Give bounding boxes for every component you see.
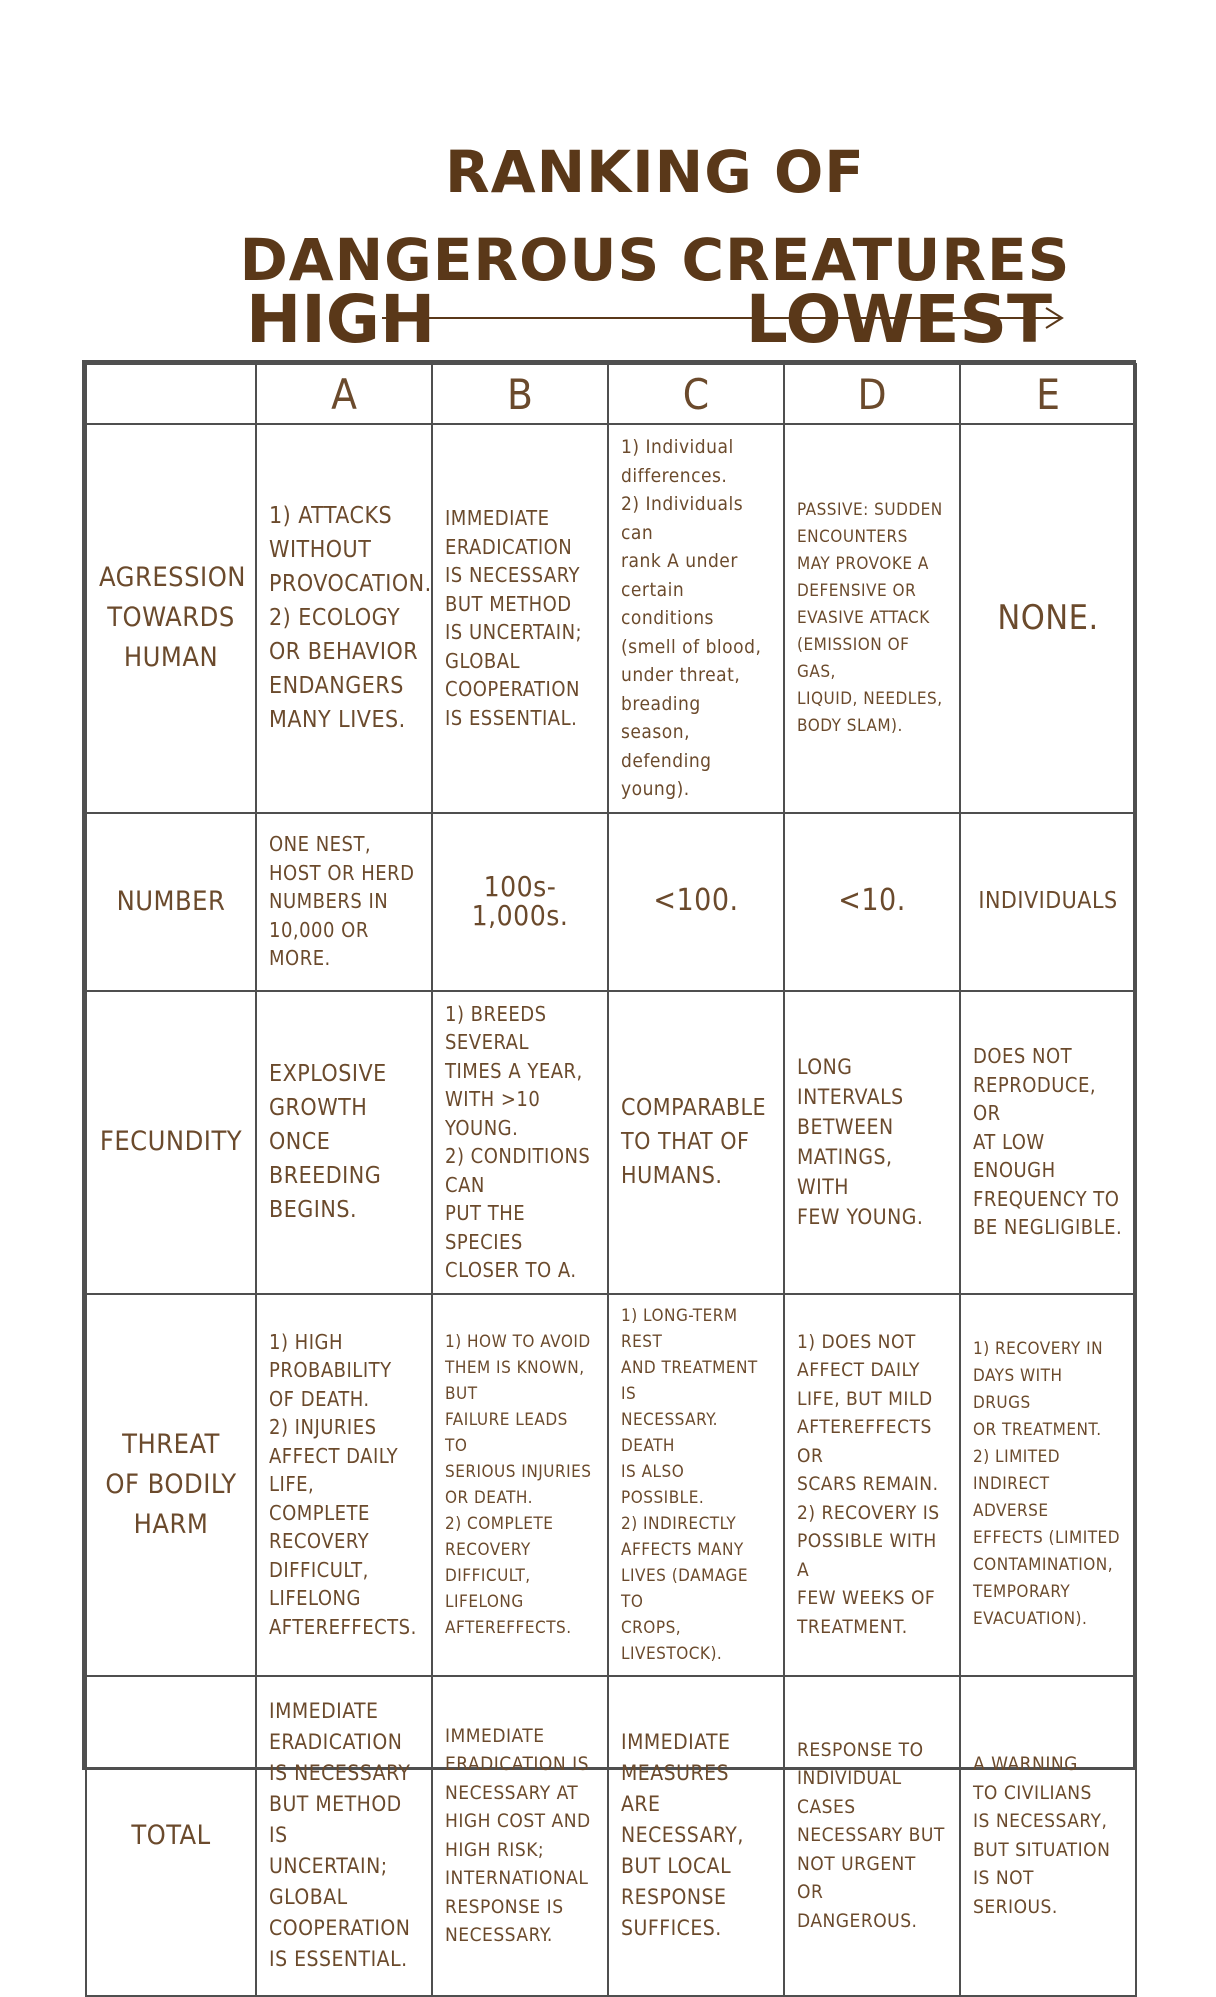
cell-fecundity-e: DOES NOT REPRODUCE, OR AT LOW ENOUGH FREQUENCY TO BE NEGLIGIBLE. — [960, 991, 1136, 1294]
cell-fecundity-b: 1) BREEDS SEVERAL TIMES A YEAR, WITH >10 YOUNG. 2) CONDITIONS CAN PUT THE SPECIES CLOSER TO A. — [432, 991, 608, 1294]
header-cell-c: C — [608, 364, 784, 424]
document-title — [0, 128, 1216, 304]
cell-number-d: <10. — [784, 813, 960, 991]
table-row-fecundity — [86, 991, 1136, 1294]
cell-total-b: IMMEDIATE ERADICATION IS NECESSARY AT HIGH COST AND HIGH RISK; INTERNATIONAL RESPONSE IS NECESSARY. — [432, 1676, 608, 1996]
cell-total-c: IMMEDIATE MEASURES ARE NECESSARY, BUT LOCAL RESPONSE SUFFICES. — [608, 1676, 784, 1996]
cell-fecundity-d: LONG INTERVALS BETWEEN MATINGS, WITH FEW YOUNG. — [784, 991, 960, 1294]
header-cell-a: A — [256, 364, 432, 424]
scale-low-label: LOWEST — [745, 281, 1052, 358]
table-row-total — [86, 1676, 1136, 1996]
table-row-number — [86, 813, 1136, 991]
ranking-table — [82, 360, 1136, 1971]
row-label-threat: THREAT OF BODILY HARM — [86, 1294, 256, 1676]
row-label-fecundity: FECUNDITY — [86, 991, 256, 1294]
header-cell-d: D — [784, 364, 960, 424]
row-label-number: NUMBER — [86, 813, 256, 991]
scale-high-label: HIGH — [246, 281, 436, 358]
cell-number-e: INDIVIDUALS — [960, 813, 1136, 991]
cell-threat-d: 1) DOES NOT AFFECT DAILY LIFE, BUT MILD AFTEREFFECTS OR SCARS REMAIN. 2) RECOVERY IS POSSIBLE WITH A FEW WEEKS OF TREATMENT. — [784, 1294, 960, 1676]
cell-threat-b: 1) HOW TO AVOID THEM IS KNOWN, BUT FAILURE LEADS TO SERIOUS INJURIES OR DEATH. 2) COMPLETE RECOVERY DIFFICULT, LIFELONG AFTEREFFECTS. — [432, 1294, 608, 1676]
cell-aggression-c: 1) Individual differences. 2) Individuals can rank A under certain conditions (smell of blood, under threat, breading season, defending young). — [608, 424, 784, 813]
row-label-total: TOTAL — [86, 1676, 256, 1996]
cell-fecundity-c: COMPARABLE TO THAT OF HUMANS. — [608, 991, 784, 1294]
cell-number-a: ONE NEST, HOST OR HERD NUMBERS IN 10,000 OR MORE. — [256, 813, 432, 991]
cell-aggression-b: IMMEDIATE ERADICATION IS NECESSARY BUT METHOD IS UNCERTAIN; GLOBAL COOPERATION IS ESSENTIAL. — [432, 424, 608, 813]
cell-threat-a: 1) HIGH PROBABILITY OF DEATH. 2) INJURIES AFFECT DAILY LIFE, COMPLETE RECOVERY DIFFICULT, LIFELONG AFTEREFFECTS. — [256, 1294, 432, 1676]
header-cell-empty — [86, 364, 256, 424]
cell-total-e: A WARNING TO CIVILIANS IS NECESSARY, BUT SITUATION IS NOT SERIOUS. — [960, 1676, 1136, 1996]
header-row — [86, 364, 1136, 424]
table-row-threat — [86, 1294, 1136, 1676]
ranking-scale — [246, 280, 1052, 360]
cell-fecundity-a: EXPLOSIVE GROWTH ONCE BREEDING BEGINS. — [256, 991, 432, 1294]
cell-number-b: 100s-1,000s. — [432, 813, 608, 991]
cell-aggression-a: 1) ATTACKS WITHOUT PROVOCATION. 2) ECOLOGY OR BEHAVIOR ENDANGERS MANY LIVES. — [256, 424, 432, 813]
table-row-aggression — [86, 424, 1136, 813]
cell-total-d: RESPONSE TO INDIVIDUAL CASES NECESSARY BUT NOT URGENT OR DANGEROUS. — [784, 1676, 960, 1996]
cell-aggression-e: NONE. — [960, 424, 1136, 813]
title-line-1: RANKING OF — [445, 138, 865, 206]
header-cell-b: B — [432, 364, 608, 424]
title-line-2: DANGEROUS CREATURES — [239, 226, 1071, 294]
header-cell-e: E — [960, 364, 1136, 424]
cell-threat-e: 1) RECOVERY IN DAYS WITH DRUGS OR TREATMENT. 2) LIMITED INDIRECT ADVERSE EFFECTS (LIMITED CONTAMINATION, TEMPORARY EVACUATION). — [960, 1294, 1136, 1676]
row-label-aggression: AGRESSION TOWARDS HUMAN — [86, 424, 256, 813]
cell-threat-c: 1) LONG-TERM REST AND TREATMENT IS NECESSARY. DEATH IS ALSO POSSIBLE. 2) INDIRECTLY AFFECTS MANY LIVES (DAMAGE TO CROPS, LIVESTOCK). — [608, 1294, 784, 1676]
cell-number-c: <100. — [608, 813, 784, 991]
cell-total-a: IMMEDIATE ERADICATION IS NECESSARY BUT METHOD IS UNCERTAIN; GLOBAL COOPERATION IS ESSENTIAL. — [256, 1676, 432, 1996]
cell-aggression-d: PASSIVE: SUDDEN ENCOUNTERS MAY PROVOKE A DEFENSIVE OR EVASIVE ATTACK (EMISSION OF GAS, LIQUID, NEEDLES, BODY SLAM). — [784, 424, 960, 813]
